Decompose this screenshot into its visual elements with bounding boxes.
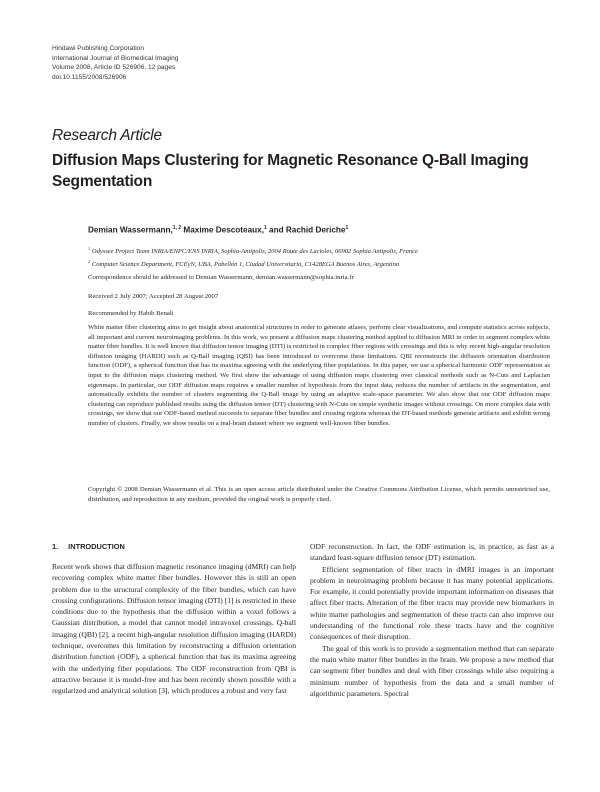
received-accepted-dates: Received 2 July 2007; Accepted 28 August 2007 — [88, 293, 219, 300]
correspondence: Correspondence should be addressed to Demian Wassermann, demian.wassermann@sophia.inria.fr — [88, 274, 354, 281]
author-affiliation-marker: 1, 2 — [172, 225, 182, 231]
copyright-notice: Copyright © 2008 Demian Wassermann et al. This is an open access article distributed under the Creative Commons Attribution License, which permits unrestricted use, distribution, and reproduction in any medium, provided the original work is properly cited. — [88, 486, 550, 503]
author-name: Demian Wassermann, — [88, 225, 173, 235]
doi: doi:10.1155/2008/526906 — [52, 73, 127, 81]
affiliations — [88, 244, 418, 270]
affiliation: $^2$ Computer Science Department, FCEyN, UBA, Pabellón 1, Ciudad Universitaria, C1428EGA Buenos Aires, Argentina — [88, 259, 400, 269]
author-list — [88, 225, 348, 235]
paragraph: The goal of this work is to provide a segmentation method that can separate the main white matter fiber bundles in the brain. We propose a new method that can segment fiber bundles and deal with fiber crossings while also requiring a minimum number of hypothesis from the data and a small number of algorithmic parameters. Spectral — [310, 643, 554, 698]
abstract: White matter fiber clustering aims to get insight about anatomical structures in order to generate atlases, perform clear visualizations, and compute statistics across subjects, all important and current neuroimaging problems. In this work, we present a diffusion maps clustering method applied to diffusion MRI in order to segment complex white matter fiber bundles. It is well known that diffusion tensor imaging (DTI) is restricted in complex fiber regions with crossings and this is why recent high-angular resolution diffusion imaging (HARDI) such as Q-Ball imaging (QBI) has been introduced to overcome these limitations. QBI reconstructs the diffusion orientation distribution function (ODF), a spherical function that has its maxima agreeing with the underlying fiber populations. In this paper, we use a spherical harmonic ODF representation as input to the diffusion maps clustering method. We first show the advantage of using diffusion maps clustering over classical methods such as N-Cuts and Laplacian eigenmaps. In particular, our ODF diffusion maps requires a smaller number of hypothesis from the input data, reduces the number of artifacts in the segmentation, and automatically exhibits the number of clusters segmenting the Q-Ball image by using an adaptive scale-space parameter. We also show that our ODF diffusion maps clustering can reproduce published results using the diffusion tensor (DT) clustering with N-Cuts on simple synthetic images without crossings. On more complex data with crossings, we show that our ODF-based method succeeds to separate fiber bundles and crossing regions whereas the DT-based methods generate artifacts and exhibit wrong number of clusters. Finally, we show results on a real-brain dataset where we segment well-known fiber bundles. — [88, 324, 550, 427]
publisher-name: Hindawi Publishing Corporation — [52, 45, 144, 52]
author-name: and Rachid Deriche — [269, 225, 346, 235]
journal-name: International Journal of Biomedical Imaging — [52, 54, 179, 62]
article-type: Research Article — [52, 127, 162, 144]
paragraph: ODF reconstruction. In fact, the ODF estimation is, in practice, as fast as a standard least-square diffusion tensor (DT) estimation. — [310, 542, 554, 563]
paragraph: Efficient segmentation of fiber tracts in dMRI images is an important problem in neuroimaging problem because it has many potential applications. For example, it could potentially provide important information on diseases that affect fiber tracts. Alteration of the fiber tracts may provide new biomarkers in white matter pathologies and segmentation of these tracts can also improve our understanding of the functional role these tracts have and the cognitive consequences of their disruption. — [310, 564, 554, 642]
author-name: Maxime Descoteaux, — [183, 225, 264, 235]
journal-header — [52, 44, 178, 82]
section-heading — [52, 542, 125, 551]
right-column — [310, 541, 554, 699]
paragraph: Recent work shows that diffusion magnetic resonance imaging (dMRI) can help recovering complex white matter fiber bundles. However this is still an open problem due to the structural complexity of the fiber bundles, which can have crossing configurations. Diffusion tensor imaging (DTI) [1] is restricted in these conditions due to the hypothesis that the diffusion within a voxel follows a Gaussian distribution, a model that cannot model intravoxel crossings. Q-ball imaging (QBI) [2], a recent high-angular resolution diffusion imaging (HARDI) technique, overcomes this limitation by reconstructing a diffusion orientation distribution function (ODF), a spherical function that has its maxima agreeing with the underlying fiber populations. The ODF reconstruction from QBI is attractive because it is model-free and has been recently shown possible with a regularized and analytical solution [3], which produces a robust and very fast — [52, 562, 296, 696]
volume-info: Volume 2008, Article ID 526906, 12 pages — [52, 64, 176, 72]
left-column — [52, 561, 296, 697]
section-number: 1. — [52, 542, 59, 551]
recommended-by: Recommended by Habib Benali — [88, 310, 174, 317]
paper-title: Diffusion Maps Clustering for Magnetic Resonance Q-Ball Imaging Segmentation — [52, 152, 529, 190]
affiliation: $^1$ Odyssee Project Team INRIA/ENPC/ENS INRIA, Sophia-Antipolis, 2004 Route des Lucioles, 06902 Sophia Antipolis, France — [88, 246, 418, 256]
author-affiliation-marker: 1 — [263, 225, 267, 231]
section-title: INTRODUCTION — [68, 542, 125, 551]
author-affiliation-marker: 1 — [345, 225, 349, 231]
